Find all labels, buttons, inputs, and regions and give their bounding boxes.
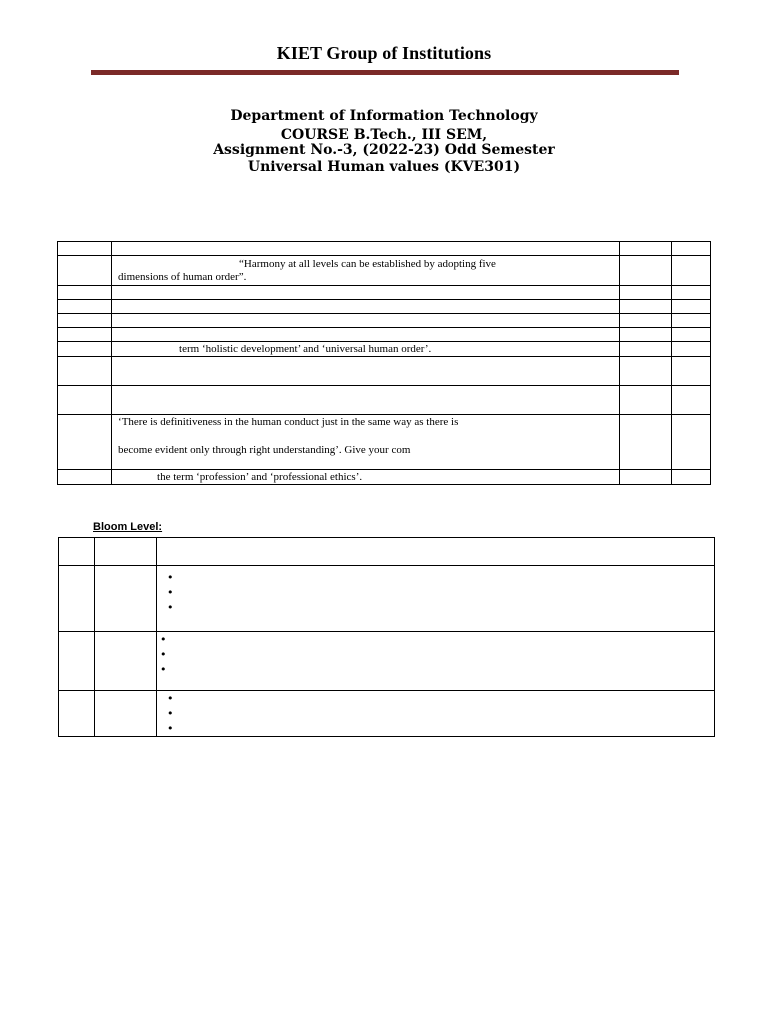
question-text: become evident only through right understanding’. Give your com bbox=[118, 444, 411, 456]
institute-name: KIET Group of Institutions bbox=[276, 43, 492, 63]
bullet-point: • bbox=[160, 663, 167, 676]
department-title: Department of Information Technology bbox=[230, 108, 538, 124]
bullet-point: • bbox=[167, 692, 174, 705]
question-text: “Harmony at all levels can be established by adopting five bbox=[239, 258, 496, 270]
table-row bbox=[58, 328, 711, 342]
table-row bbox=[58, 415, 711, 470]
table-row bbox=[58, 386, 711, 415]
question-text: ‘There is definitiveness in the human conduct just in the same way as there is bbox=[118, 416, 459, 428]
table-row bbox=[58, 300, 711, 314]
table-row bbox=[58, 286, 711, 300]
table-row bbox=[58, 242, 711, 256]
bullet-point: • bbox=[167, 571, 174, 584]
header-rule bbox=[91, 70, 679, 75]
table-row bbox=[59, 691, 715, 737]
table-row bbox=[58, 470, 711, 485]
bloom-table bbox=[58, 537, 715, 737]
table-row bbox=[59, 538, 715, 566]
table-row bbox=[58, 256, 711, 286]
question-text: dimensions of human order”. bbox=[118, 271, 247, 283]
table-row bbox=[58, 342, 711, 357]
table-row bbox=[58, 357, 711, 386]
bullet-point: • bbox=[167, 722, 174, 735]
bullet-point: • bbox=[160, 648, 167, 661]
bullet-point: • bbox=[167, 601, 174, 614]
bullet-point: • bbox=[167, 707, 174, 720]
course-title: COURSE B.Tech., III SEM, bbox=[280, 127, 488, 143]
table-row bbox=[59, 632, 715, 691]
table-row bbox=[59, 566, 715, 632]
question-table bbox=[57, 241, 711, 485]
subject-title: Universal Human values (KVE301) bbox=[247, 159, 521, 175]
table-row bbox=[58, 314, 711, 328]
question-text: term ‘holistic development’ and ‘universal human order’. bbox=[179, 343, 432, 355]
assignment-title: Assignment No.-3, (2022-23) Odd Semester bbox=[213, 142, 555, 158]
question-text: the term ‘profession’ and ‘professional ethics’. bbox=[157, 471, 363, 483]
bullet-point: • bbox=[160, 633, 167, 646]
bloom-level-label: Bloom Level: bbox=[93, 521, 163, 533]
bullet-point: • bbox=[167, 586, 174, 599]
